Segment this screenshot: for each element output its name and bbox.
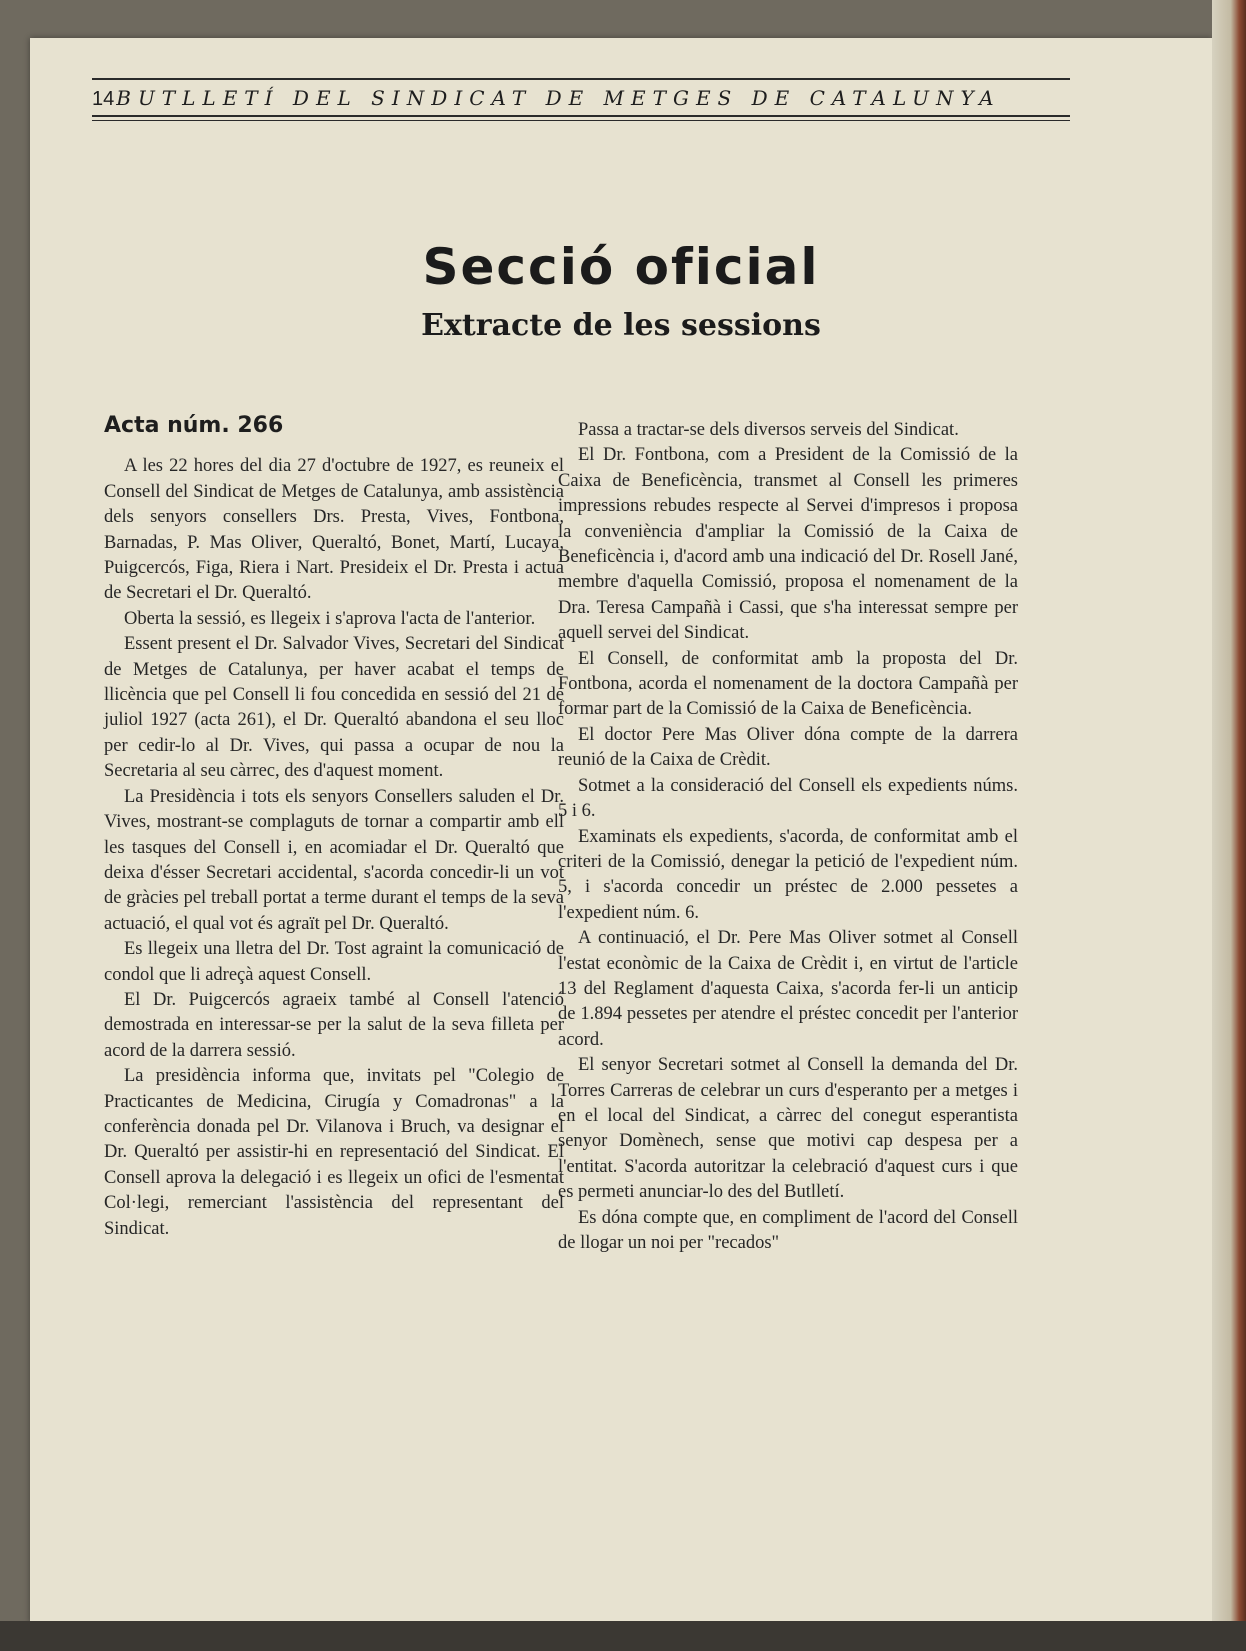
right-column <box>558 418 1018 1256</box>
running-header <box>92 78 1070 121</box>
paragraph: La presidència informa que, invitats pel "Colegio de Practicantes de Medicina, Cirugía y Comadronas" a la conferència donada pel Dr. Vilanova i Bruch, va designar el Dr. Queraltó per assistir-hi en representació del Sindicat. El Consell aprova la delegació i es llegeix un ofici de l'esmentat Col·legi, remerciant l'assistència del representant del Sindicat. <box>104 1066 564 1239</box>
header-line <box>92 80 1070 115</box>
paragraph: Es dóna compte que, en compliment de l'acord del Consell de llogar un noi per "recados" <box>558 1207 1018 1253</box>
acta-heading: Acta núm. 266 <box>104 413 284 438</box>
paragraph: Passa a tractar-se dels diversos serveis del Sindicat. <box>578 420 959 440</box>
paragraph: La Presidència i tots els senyors Consellers saluden el Dr. Vives, mostrant-se complaguts de tornar a compartir amb ell les tasques del Consell i, en acomiadar el Dr. Queraltó que deixa d'ésser Secretari accidental, s'acorda concedir-li un vot de gràcies pel treball portat a terme durant el temps de la seva actuació, el qual vot és agraït pel Dr. Queraltó. <box>104 786 564 934</box>
page-number: 14 <box>92 88 115 110</box>
paragraph: Essent present el Dr. Salvador Vives, Secretari del Sindicat de Metges de Catalunya, per haver acabat el temps de llicència que pel Consell li fou concedida en sessió del 21 de juliol 1927 (acta 261), el Dr. Queraltó abandona el seu lloc per cedir-lo al Dr. Vives, qui passa a ocupar de nou la Secretaria al seu càrrec, des d'aquest moment. <box>104 634 564 782</box>
left-column <box>104 413 564 1242</box>
title-block <box>30 238 1212 343</box>
book-spine-edge <box>1212 0 1246 1651</box>
paragraph: Sotmet a la consideració del Consell els expedients núms. 5 i 6. <box>558 775 1018 822</box>
paragraph: El doctor Pere Mas Oliver dóna compte de la darrera reunió de la Caixa de Crèdit. <box>558 724 1018 771</box>
journal-title: BUTLLETÍ DEL SINDICAT DE METGES DE CATALUNYA <box>116 86 1001 110</box>
paragraph: A les 22 hores del dia 27 d'octubre de 1927, es reuneix el Consell del Sindicat de Metges de Catalunya, amb assistència dels senyors consellers Drs. Presta, Vives, Fontbona, Barnadas, P. Mas Oliver, Queraltó, Bonet, Martí, Lucaya, Puigcercós, Figa, Riera i Nart. Presideix el Dr. Presta i actua de Secretari el Dr. Queraltó. <box>104 456 564 604</box>
paragraph: El senyor Secretari sotmet al Consell la demanda del Dr. Torres Carreras de celebrar un curs d'esperanto per a metges i en el local del Sindicat, a càrrec del conegut esperantista senyor Domènech, sense que motivi cap despesa per a l'entitat. S'acorda autoritzar la celebració d'aquest curs i que es permeti anunciar-lo des del Butlletí. <box>558 1055 1018 1203</box>
section-subtitle: Extracte de les sessions <box>421 308 821 343</box>
paragraph: A continuació, el Dr. Pere Mas Oliver sotmet al Consell l'estat econòmic de la Caixa de Crèdit i, en virtut de l'article 13 del Reglament d'aquesta Caixa, s'acorda fer-li un anticip de 1.894 pessetes per atendre el préstec concedit per l'anterior acord. <box>558 928 1018 1050</box>
paragraph: Oberta la sessió, es llegeix i s'aprova l'acta de l'anterior. <box>124 608 536 629</box>
scan-bottom-edge <box>0 1621 1246 1651</box>
paragraph: El Consell, de conformitat amb la proposta del Dr. Fontbona, acorda el nomenament de la doctora Campañà per formar part de la Comissió de la Caixa de Beneficència. <box>558 648 1018 720</box>
document-page <box>30 38 1212 1623</box>
paragraph: El Dr. Fontbona, com a President de la Comissió de la Caixa de Beneficència, transmet al Consell les primeres impressions rebudes respecte al Servei d'impresos i proposa la conveniència d'ampliar la Comissió de la Caixa de Beneficència i, d'acord amb una indicació del Dr. Rosell Jané, membre d'aquella Comissió, proposa el nomenament de la Dra. Teresa Campañà i Cassi, que s'ha interessat sempre per aquell servei del Sindicat. <box>558 445 1018 644</box>
paragraph: El Dr. Puigcercós agraeix també al Consell l'atenció demostrada en interessar-se per la salut de la seva filleta per acord de la darrera sessió. <box>104 989 564 1061</box>
paragraph: Examinats els expedients, s'acorda, de conformitat amb el criteri de la Comissió, denegar la petició de l'expedient núm. 5, i s'acorda concedir un préstec de 2.000 pessetes a l'expedient núm. 6. <box>558 826 1018 923</box>
paragraph: Es llegeix una lletra del Dr. Tost agraint la comunicació de condol que li adreçà aquest Consell. <box>104 939 564 985</box>
section-title: Secció oficial <box>422 238 820 296</box>
header-rule-bottom-thin <box>92 120 1070 121</box>
